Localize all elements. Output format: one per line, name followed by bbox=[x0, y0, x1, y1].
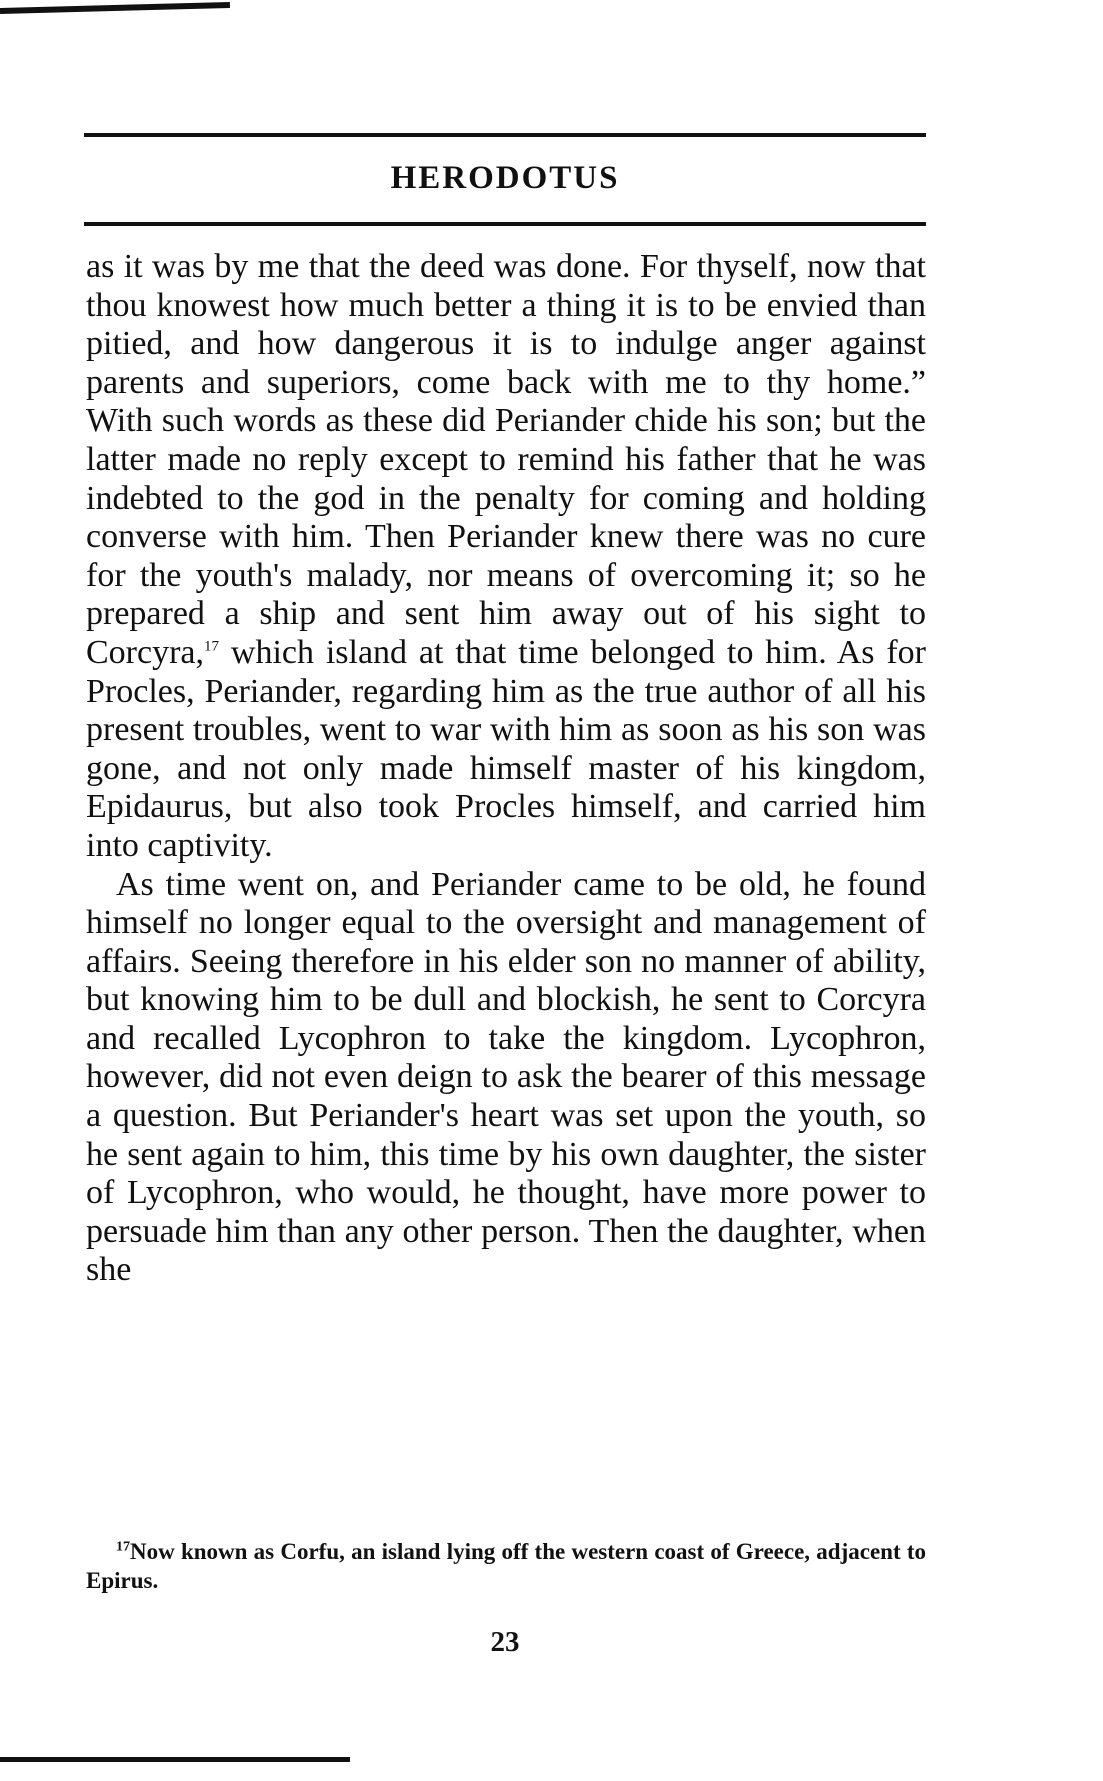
body-text bbox=[86, 248, 926, 1290]
paragraph-continued bbox=[86, 248, 926, 866]
paragraph-text: as it was by me that the deed was done. For thyself, now that thou knowest how much better a thing it is to be envied than pitied, and how dangerous it is to indulge anger against parents and superiors, come back with me to thy home.” With such words as these did Periander chide his son; but the latter made no reply except to remind his father that he was indebted to the god in the penalty for coming and holding converse with him. Then Periander knew there was no cure for the youth's malady, nor means of overcoming it; so he prepared a ship and sent him away out of his sight to Corcyra, bbox=[86, 248, 926, 671]
running-head: HERODOTUS bbox=[390, 160, 620, 196]
scan-edge-mark-bottom bbox=[0, 1757, 350, 1762]
header-rule-top bbox=[84, 133, 926, 137]
paragraph-text: which island at that time belonged to him. As for Procles, Periander, regarding him as the true author of all his present troubles, went to war with him as soon as his son was gone, and not only made himself master of his kingdom, Epidaurus, but also took Procles himself, and carried him into captivity. bbox=[86, 633, 926, 864]
footnote-reference: 17 bbox=[204, 638, 220, 655]
paragraph: As time went on, and Periander came to be old, he found himself no longer equal to the oversight and management of affairs. Seeing therefore in his elder son no manner of ability, but knowing him to be dull and blockish, he sent to Corcyra and recalled Lycophron to take the kingdom. Lycophron, however, did not even deign to ask the bearer of this message a question. But Periander's heart was set upon the youth, so he sent again to him, this time by his own daughter, the sister of Lycophron, who would, he thought, have more power to persuade him than any other person. Then the daughter, when she bbox=[86, 865, 926, 1289]
header-rule-bottom bbox=[84, 222, 926, 226]
page-number: 23 bbox=[490, 1626, 520, 1658]
footnote bbox=[86, 1537, 926, 1595]
scan-edge-mark-top bbox=[0, 2, 230, 14]
footnote-text: Now known as Corfu, an island lying off the western coast of Greece, adjacent to Epirus. bbox=[86, 1539, 926, 1593]
footnote-number: 17 bbox=[116, 1539, 130, 1555]
